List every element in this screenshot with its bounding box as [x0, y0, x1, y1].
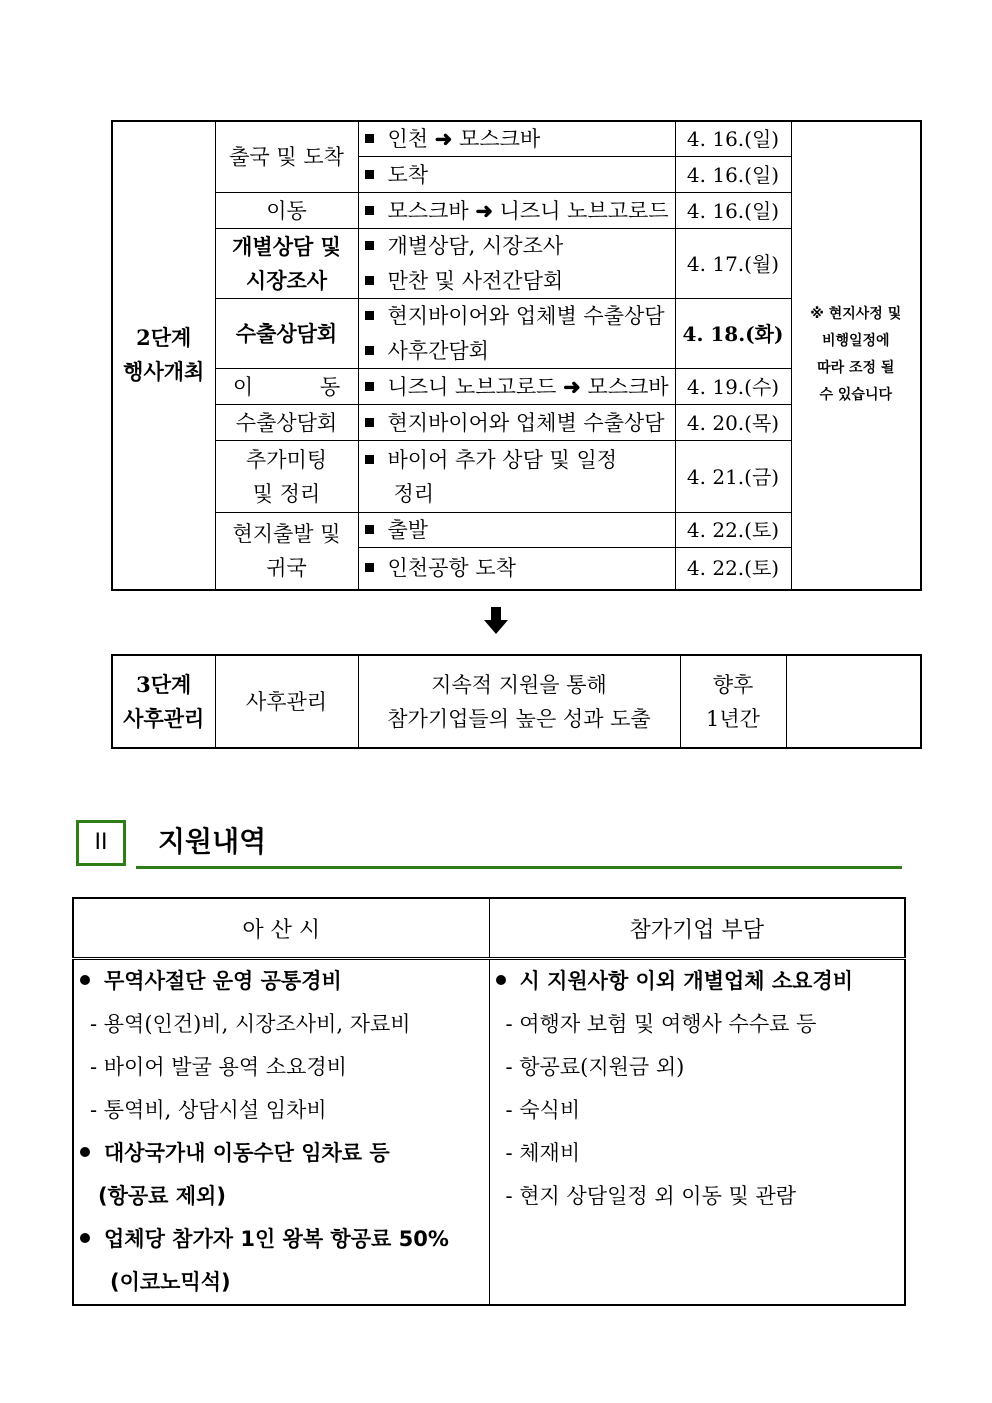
square-bullet-icon: [365, 455, 374, 464]
company-header: 참가기업 부담: [489, 898, 905, 959]
return-item-2: 인천공항 도착: [358, 548, 675, 590]
departure-date-1: 4. 16.(일): [675, 121, 791, 157]
square-bullet-icon: [365, 206, 374, 215]
move1-item: 모스크바 ➜ 니즈니 노브고로드: [358, 193, 675, 229]
stage2-label: [112, 121, 215, 590]
move2-label: 이 동: [215, 369, 358, 405]
export1-item-2: 사후간담회: [358, 334, 675, 369]
stage2-label-line2: 행사개최: [123, 359, 205, 385]
departure-label: 출국 및 도착: [215, 121, 358, 193]
square-bullet-icon: [365, 241, 374, 250]
support-table: [72, 897, 906, 1306]
consult-label: 개별상담 및 시장조사: [215, 229, 358, 299]
stage3-name: 사후관리: [215, 655, 358, 748]
export2-item: 현지바이어와 업체별 수출상담: [358, 405, 675, 441]
schedule-note: ※ 현지사정 및 비행일정에 따라 조정 될 수 있습니다: [791, 121, 921, 590]
move1-date: 4. 16.(일): [675, 193, 791, 229]
list-item: 업체당 참가자 1인 왕복 항공료 50%: [74, 1218, 489, 1261]
departure-item-2: 도착: [358, 157, 675, 193]
bullet-dot-icon: [80, 1147, 90, 1157]
square-bullet-icon: [365, 134, 374, 143]
square-bullet-icon: [365, 382, 374, 391]
square-bullet-icon: [365, 418, 374, 427]
company-burden-list: [489, 959, 905, 1306]
list-item: 시 지원사항 이외 개별업체 소요경비: [490, 960, 905, 1003]
arrow-right-icon: ➜: [475, 197, 493, 223]
departure-item-1: 인천 ➜ 모스크바: [358, 121, 675, 157]
list-item: (항공료 제외): [98, 1184, 226, 1208]
bullet-dot-icon: [80, 975, 90, 985]
move2-date: 4. 19.(수): [675, 369, 791, 405]
departure-date-2: 4. 16.(일): [675, 157, 791, 193]
meeting-label: 추가미팅 및 정리: [215, 441, 358, 513]
stage3-empty: [786, 655, 921, 748]
return-item-1: 출발: [358, 513, 675, 548]
stage2-label-line1: 2단계: [136, 325, 192, 351]
list-item: - 여행자 보험 및 여행사 수수료 등: [505, 1012, 817, 1036]
list-item: - 체재비: [505, 1141, 581, 1165]
list-item: 대상국가내 이동수단 임차료 등: [74, 1132, 489, 1175]
list-item: - 숙식비: [505, 1098, 581, 1122]
stage3-period: 향후 1년간: [680, 655, 786, 748]
bullet-dot-icon: [80, 1233, 90, 1243]
export2-date: 4. 20.(목): [675, 405, 791, 441]
arrow-right-icon: ➜: [563, 373, 581, 399]
meeting-item: 바이어 추가 상담 및 일정 정리: [358, 441, 675, 513]
list-item: - 항공료(지원금 외): [505, 1055, 685, 1079]
stage3-table: [111, 654, 922, 749]
return-date-2: 4. 22.(토): [675, 548, 791, 590]
consult-item-2: 만찬 및 사전간담회: [358, 264, 675, 299]
list-item: - 바이어 발굴 용역 소요경비: [90, 1055, 347, 1079]
list-item: - 용역(인건)비, 시장조사비, 자료비: [90, 1012, 411, 1036]
asan-header: 아 산 시: [73, 898, 489, 959]
square-bullet-icon: [365, 311, 374, 320]
square-bullet-icon: [365, 276, 374, 285]
export2-label: 수출상담회: [215, 405, 358, 441]
stage3-description: 지속적 지원을 통해 참가기업들의 높은 성과 도출: [358, 655, 680, 748]
list-item: - 통역비, 상담시설 임차비: [90, 1098, 327, 1122]
list-item: - 현지 상담일정 외 이동 및 관람: [505, 1184, 797, 1208]
list-item: (이코노믹석): [110, 1270, 231, 1294]
list-item: 무역사절단 운영 공통경비: [74, 960, 489, 1003]
consult-date: 4. 17.(월): [675, 229, 791, 299]
bullet-dot-icon: [496, 975, 506, 985]
section-number: II: [76, 820, 126, 866]
move1-label: 이동: [215, 193, 358, 229]
export1-label: 수출상담회: [215, 299, 358, 369]
asan-support-list: [73, 959, 489, 1306]
section-title: 지원내역: [158, 825, 267, 858]
move2-item: 니즈니 노브고로드 ➜ 모스크바: [358, 369, 675, 405]
consult-item-1: 개별상담, 시장조사: [358, 229, 675, 264]
stage3-label: 3단계 사후관리: [112, 655, 215, 748]
square-bullet-icon: [365, 346, 374, 355]
meeting-date: 4. 21.(금): [675, 441, 791, 513]
square-bullet-icon: [365, 563, 374, 572]
export1-item-1: 현지바이어와 업체별 수출상담: [358, 299, 675, 334]
section-underline: [136, 866, 902, 869]
stage2-schedule-table: [111, 120, 922, 591]
return-label: 현지출발 및 귀국: [215, 513, 358, 590]
square-bullet-icon: [365, 525, 374, 534]
return-date-1: 4. 22.(토): [675, 513, 791, 548]
arrow-right-icon: ➜: [434, 126, 453, 151]
square-bullet-icon: [365, 170, 374, 179]
arrow-down-icon: [482, 606, 510, 636]
export1-date: 4. 18.(화): [675, 299, 791, 369]
